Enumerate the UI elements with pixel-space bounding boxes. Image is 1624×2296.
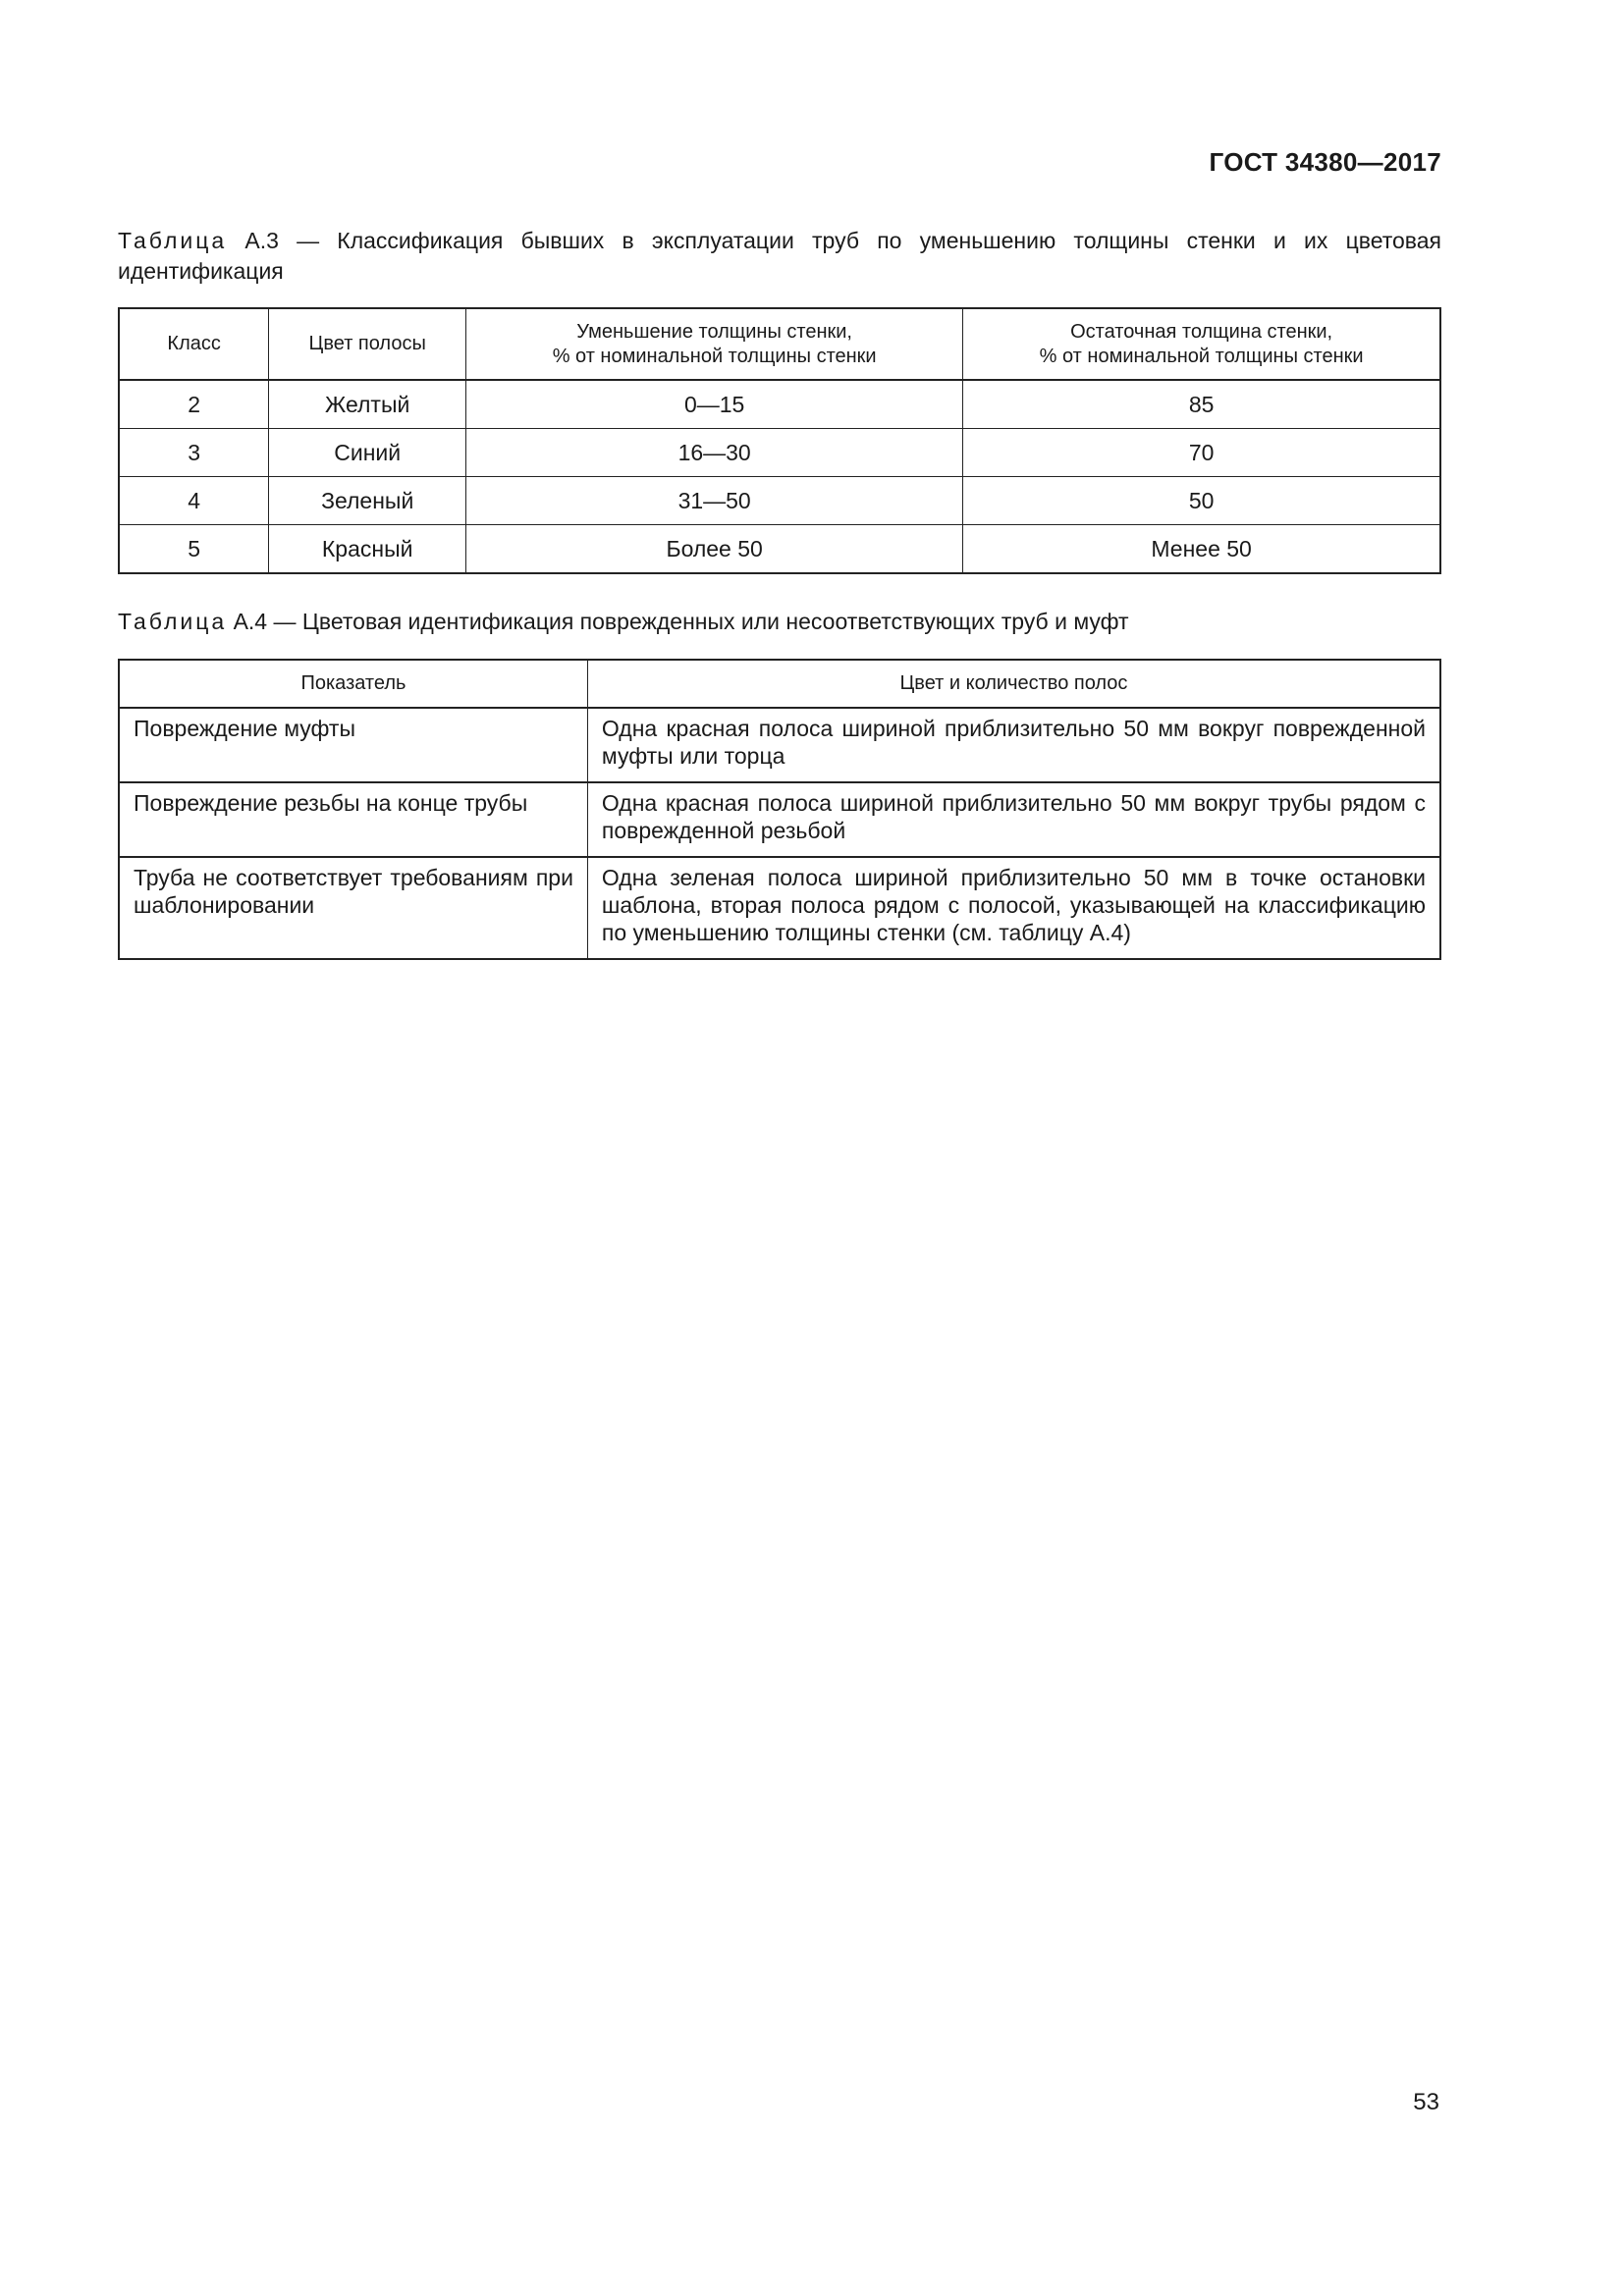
table-cell: Повреждение муфты: [119, 708, 587, 782]
table-cell: 3: [119, 429, 269, 477]
table-row: [119, 477, 1440, 525]
caption-label: Таблица: [118, 228, 228, 253]
column-header: Показатель: [119, 660, 587, 708]
document-id: ГОСТ 34380—2017: [1209, 147, 1441, 177]
table-header-row: [119, 660, 1440, 708]
table-cell: 50: [963, 477, 1440, 525]
table-a4: [118, 659, 1441, 960]
column-header: Уменьшение толщины стенки, % от номинальной толщины стенки: [466, 308, 963, 380]
table-cell: Желтый: [269, 380, 466, 429]
table-a4-caption: [118, 607, 1441, 637]
table-cell: Одна красная полоса шириной приблизительно 50 мм вокруг поврежденной муфты или торца: [587, 708, 1440, 782]
table-cell: 85: [963, 380, 1440, 429]
table-a3: [118, 307, 1441, 574]
caption-label: Таблица: [118, 609, 228, 634]
table-cell: Одна зеленая полоса шириной приблизительно 50 мм в точке остановки шаблона, вторая полоса рядом с полосой, указывающей на классификацию по уменьшению толщины стенки (см. таблицу А.4): [587, 857, 1440, 959]
table-row: [119, 525, 1440, 574]
table-cell: Синий: [269, 429, 466, 477]
table-cell: Повреждение резьбы на конце трубы: [119, 782, 587, 857]
table-cell: Зеленый: [269, 477, 466, 525]
table-a3-caption: [118, 226, 1441, 287]
table-row: [119, 429, 1440, 477]
table-cell: 4: [119, 477, 269, 525]
table-cell: Более 50: [466, 525, 963, 574]
column-header: Цвет полосы: [269, 308, 466, 380]
table-cell: 16—30: [466, 429, 963, 477]
table-cell: Труба не соответствует требованиям при шаблонировании: [119, 857, 587, 959]
table-cell: 31—50: [466, 477, 963, 525]
table-cell: 0—15: [466, 380, 963, 429]
table-cell: 5: [119, 525, 269, 574]
table-row: [119, 857, 1440, 959]
column-header: Остаточная толщина стенки, % от номинальной толщины стенки: [963, 308, 1440, 380]
table-row: [119, 380, 1440, 429]
table-row: [119, 782, 1440, 857]
page-number: 53: [1413, 2089, 1439, 2115]
column-header: Класс: [119, 308, 269, 380]
caption-text: А.3 — Классификация бывших в эксплуатации труб по уменьшению толщины стенки и их цветовая идентификация: [118, 228, 1442, 284]
table-cell: Одна красная полоса шириной приблизительно 50 мм вокруг трубы рядом с поврежденной резьбой: [587, 782, 1440, 857]
table-header-row: [119, 308, 1440, 380]
table-cell: Менее 50: [963, 525, 1440, 574]
caption-text: А.4 — Цветовая идентификация поврежденных или несоответствующих труб и муфт: [233, 609, 1129, 634]
column-header: Цвет и количество полос: [587, 660, 1440, 708]
table-cell: Красный: [269, 525, 466, 574]
table-cell: 2: [119, 380, 269, 429]
table-row: [119, 708, 1440, 782]
table-cell: 70: [963, 429, 1440, 477]
